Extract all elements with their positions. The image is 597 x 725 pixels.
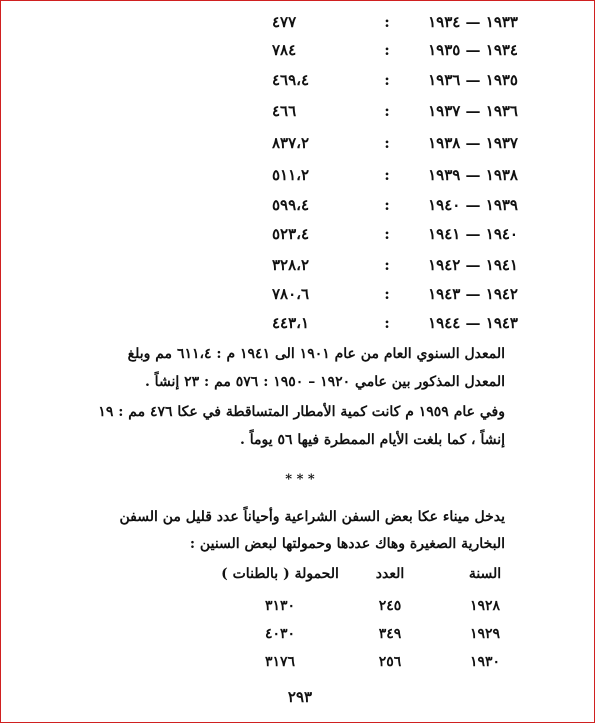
rainfall-years: ١٩٣٥ — ١٩٣٦ [428,71,518,89]
rainfall-amount: ٧٨٠،٦ [272,285,310,303]
page-number: ٢٩٣ [287,688,313,706]
ships-cell-tonnage: ٣١٧٦ [264,654,296,670]
rainfall-years: ١٩٣٤ — ١٩٣٥ [428,41,518,59]
paragraph-annual-average-line-1: المعدل السنوي العام من عام ١٩٠١ الى ١٩٤١ م : ٦١١،٤ مم وبلغ [127,346,505,362]
rainfall-colon: : [384,102,390,120]
rainfall-colon: : [384,71,390,89]
rainfall-colon: : [384,285,390,303]
rainfall-colon: : [384,196,390,214]
rainfall-amount: ٤٦٩،٤ [272,71,310,89]
rainfall-amount: ٧٨٤ [272,41,297,59]
ships-header-year: السنة [468,566,502,582]
ships-cell-year: ١٩٢٩ [469,626,501,642]
rainfall-amount: ٨٣٧،٢ [272,134,310,152]
rainfall-colon: : [384,134,390,152]
rainfall-amount: ٣٢٨،٢ [272,256,310,274]
ships-cell-year: ١٩٢٨ [469,598,501,614]
ships-cell-count: ٢٥٦ [378,654,402,670]
paragraph-annual-average-line-2: المعدل المذكور بين عامي ١٩٢٠ – ١٩٥٠ : ٥٧٦ مم : ٢٣ إنشاً . [144,374,505,390]
rainfall-years: ١٩٣٩ — ١٩٤٠ [428,196,518,214]
rainfall-years: ١٩٣٦ — ١٩٣٧ [428,102,518,120]
rainfall-colon: : [384,41,390,59]
rainfall-amount: ٤٦٦ [272,102,297,120]
paragraph-port-line-2: البخارية الصغيرة وهاك عددها وحمولتها لبعض السنين : [189,536,505,552]
ships-cell-tonnage: ٣١٣٠ [264,598,296,614]
rainfall-colon: : [384,13,390,31]
rainfall-colon: : [384,314,390,332]
rainfall-amount: ٤٧٧ [272,13,297,31]
paragraph-port-line-1: يدخل ميناء عكا بعض السفن الشراعية وأحياناً عدد قليل من السفن [119,509,505,525]
rainfall-amount: ٤٤٣،١ [272,314,310,332]
ships-cell-count: ٢٤٥ [378,598,402,614]
ships-cell-tonnage: ٤٠٣٠ [264,626,296,642]
ships-cell-count: ٣٤٩ [378,626,402,642]
rainfall-colon: : [384,166,390,184]
rainfall-years: ١٩٤١ — ١٩٤٢ [428,256,518,274]
rainfall-amount: ٥١١،٢ [272,166,310,184]
rainfall-colon: : [384,256,390,274]
ships-cell-year: ١٩٣٠ [469,654,501,670]
rainfall-years: ١٩٤٠ — ١٩٤١ [428,225,518,243]
ships-header-count: العدد [375,566,405,582]
rainfall-years: ١٩٤٢ — ١٩٤٣ [428,285,518,303]
paragraph-1959-line-2: إنشاً ، كما بلغت الأيام الممطرة فيها ٥٦ يوماً . [239,432,505,448]
rainfall-colon: : [384,225,390,243]
rainfall-years: ١٩٣٣ — ١٩٣٤ [428,13,518,31]
rainfall-amount: ٥٢٣،٤ [272,225,310,243]
rainfall-years: ١٩٣٨ — ١٩٣٩ [428,166,518,184]
rainfall-years: ١٩٤٣ — ١٩٤٤ [428,314,518,332]
ships-header-tonnage: الحمولة ( بالطنات ) [221,566,339,582]
rainfall-years: ١٩٣٧ — ١٩٣٨ [428,134,518,152]
paragraph-1959-line-1: وفي عام ١٩٥٩ م كانت كمية الأمطار المتساقطة في عكا ٤٧٦ مم : ١٩ [98,404,505,420]
rainfall-amount: ٥٩٩،٤ [272,196,310,214]
section-separator: * * * [285,472,315,487]
